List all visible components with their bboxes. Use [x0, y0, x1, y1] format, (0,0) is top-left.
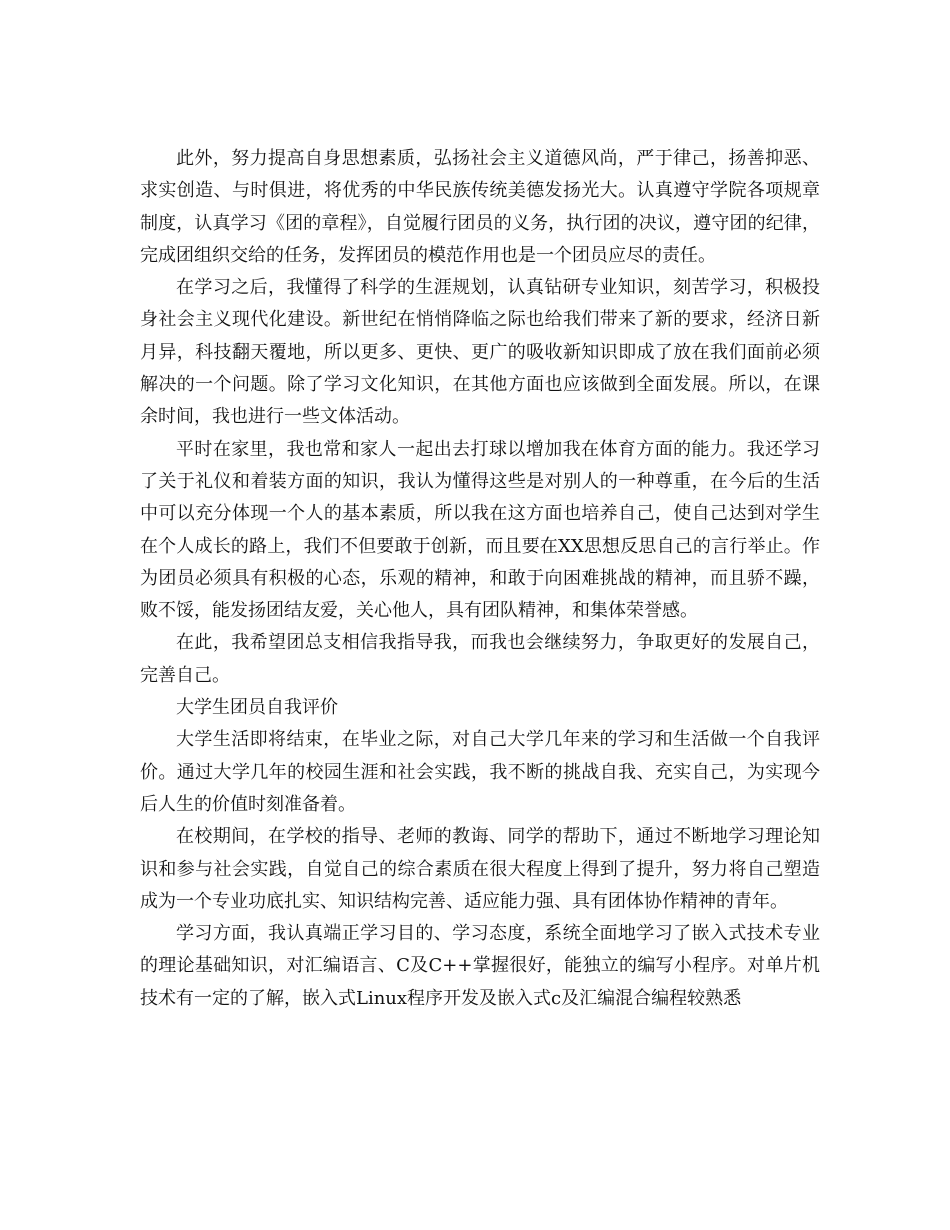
paragraph-study-aspect: 学习方面，我认真端正学习目的、学习态度，系统全面地学习了嵌入式技术专业的理论基础知识，对汇编语言、C及C++掌握很好，能独立的编写小程序。对单片机技术有一定的了解，嵌入式Linux程序开发及嵌入式c及汇编混合编程较熟悉 — [140, 923, 820, 1009]
paragraph-graduation-intro: 大学生活即将结束，在毕业之际，对自己大学几年来的学习和生活做一个自我评价。通过大学几年的校园生涯和社会实践，我不断的挑战自我、充实自己，为实现今后人生的价值时刻准备着。 — [140, 729, 820, 815]
paragraph-sports-etiquette: 平时在家里，我也常和家人一起出去打球以增加我在体育方面的能力。我还学习了关于礼仪和着装方面的知识，我认为懂得这些是对别人的一种尊重，在今后的生活中可以充分体现一个人的基本素质，所以我在这方面也培养自己，使自己达到对学生在个人成长的路上，我们不但要敢于创新，而且要在XX思想反思自己的言行举止。作为团员必须具有积极的心态，乐观的精神，和敢于向困难挑战的精神，而且骄不躁，败不馁，能发扬团结友爱，关心他人，具有团队精神，和集体荣誉感。 — [140, 438, 820, 622]
paragraph-self-quality: 此外，努力提高自身思想素质，弘扬社会主义道德风尚，严于律己，扬善抑恶、求实创造、与时俱进，将优秀的中华民族传统美德发扬光大。认真遵守学院各项规章制度，认真学习《团的章程》，自觉履行团员的义务，执行团的决议，遵守团的纪律，完成团组织交给的任务，发挥团员的模范作用也是一个团员应尽的责任。 — [140, 148, 820, 266]
paragraph-career-planning: 在学习之后，我懂得了科学的生涯规划，认真钻研专业知识，刻苦学习，积极投身社会主义现代化建设。新世纪在悄悄降临之际也给我们带来了新的要求，经济日新月异，科技翻天覆地，所以更多、更快、更广的吸收新知识即成了放在我们面前必须解决的一个问题。除了学习文化知识，在其他方面也应该做到全面发展。所以，在课余时间，我也进行一些文体活动。 — [140, 277, 820, 428]
section-title: 大学生团员自我评价 — [176, 697, 338, 719]
paragraph-closing-hope: 在此，我希望团总支相信我指导我，而我也会继续努力，争取更好的发展自己，完善自己。 — [140, 632, 820, 686]
paragraph-school-period: 在校期间，在学校的指导、老师的教诲、同学的帮助下，通过不断地学习理论知识和参与社会实践，自觉自己的综合素质在很大程度上得到了提升，努力将自己塑造成为一个专业功底扎实、知识结构完善、适应能力强、具有团体协作精神的青年。 — [140, 826, 820, 912]
